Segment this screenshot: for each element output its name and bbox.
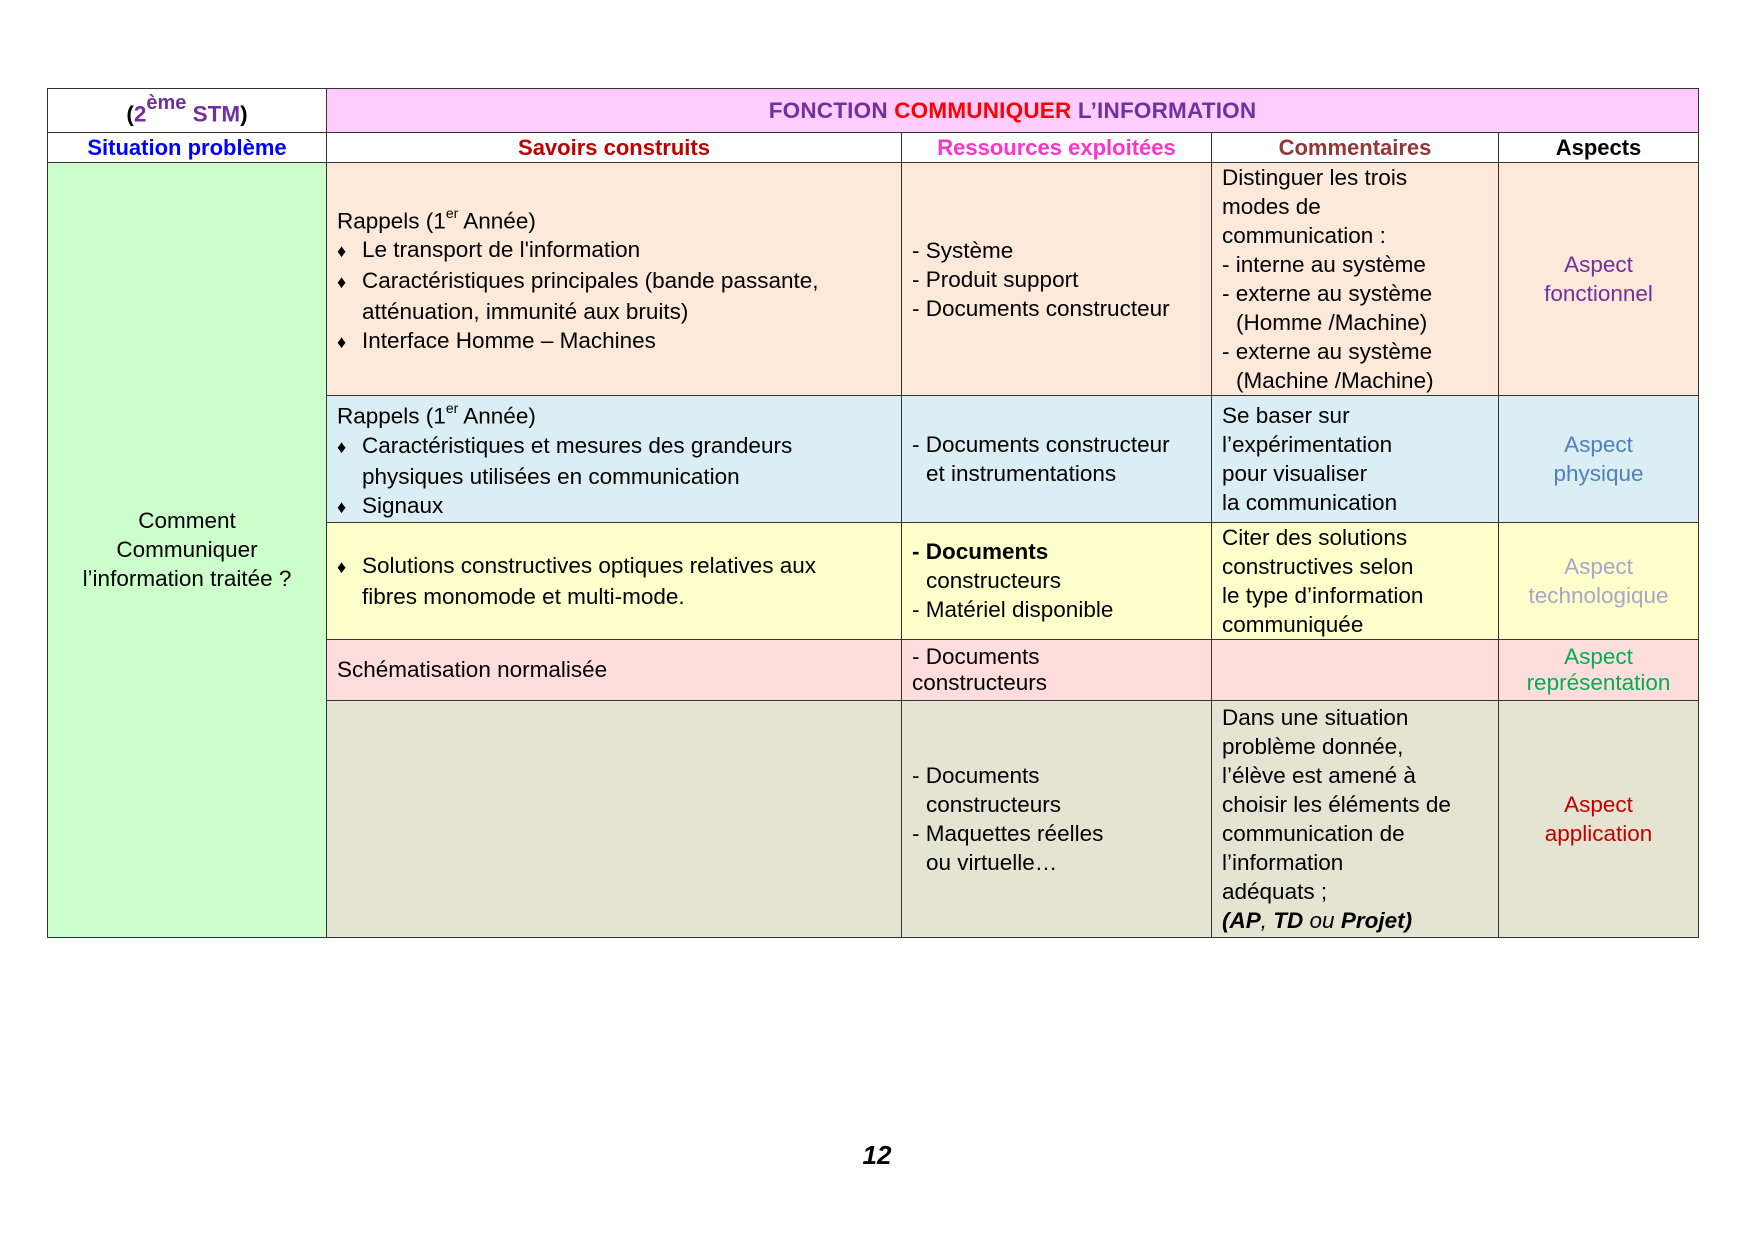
comment-line: la communication — [1222, 489, 1398, 515]
comment-line: adéquats ; — [1222, 878, 1328, 904]
comment-line: l’information — [1222, 849, 1344, 875]
column-header-row — [48, 133, 1699, 163]
savoirs-cell — [327, 396, 902, 523]
savoirs-intro: Rappels (1er Année) — [337, 400, 536, 429]
ressource-item: - Maquettes réelles — [912, 820, 1104, 846]
commentaires-cell — [1212, 700, 1499, 937]
comment-line: - interne au système — [1222, 252, 1426, 277]
comment-line: l’élève est amené à — [1222, 762, 1416, 788]
grade-superscript: ème — [146, 91, 187, 114]
ressource-item: et instrumentations — [926, 460, 1117, 486]
comment-line: (Machine /Machine) — [1236, 368, 1434, 393]
comment-line: le type d’information — [1222, 582, 1424, 608]
title-highlight: COMMUNIQUER — [894, 98, 1072, 123]
aspect-type: physique — [1553, 460, 1644, 486]
diamond-bullet-icon: ♦ — [337, 436, 347, 457]
ressource-item: - Documents — [912, 643, 1040, 669]
ressource-item: constructeurs — [926, 791, 1062, 817]
ressources-cell — [902, 522, 1212, 639]
grade-paren-close: ) — [240, 101, 248, 127]
header-aspects: Aspects — [1499, 133, 1699, 163]
savoirs-bullet-continuation: fibres monomode et multi-mode. — [362, 583, 685, 609]
savoirs-cell — [327, 522, 902, 639]
ressource-item: - Documents constructeur — [912, 295, 1170, 321]
comment-line: choisir les éléments de — [1222, 791, 1451, 817]
ressource-item: ou virtuelle… — [926, 849, 1058, 875]
ressource-item: - Documents — [912, 762, 1040, 788]
title-row — [48, 89, 1699, 133]
title-prefix: FONCTION — [768, 98, 895, 123]
comment-line: Citer des solutions — [1222, 524, 1408, 550]
aspect-type: application — [1544, 820, 1653, 846]
savoirs-text: Schématisation normalisée — [337, 657, 608, 682]
ressource-item: - Documents constructeur — [912, 431, 1170, 457]
savoirs-bullet: ♦ Caractéristiques et mesures des grandeurs — [337, 431, 891, 462]
savoirs-bullet-continuation: atténuation, immunité aux bruits) — [362, 299, 689, 325]
savoirs-cell — [327, 163, 902, 396]
ressources-cell — [902, 163, 1212, 396]
title-suffix: L’INFORMATION — [1071, 98, 1257, 123]
page-title — [327, 89, 1699, 133]
aspect-word: Aspect — [1564, 553, 1633, 579]
aspect-word: Aspect — [1564, 431, 1633, 457]
ressource-item: constructeurs — [926, 568, 1062, 593]
table-row — [48, 163, 1699, 396]
page-number: 12 — [862, 1140, 892, 1170]
commentaires-cell — [1212, 639, 1499, 700]
diamond-bullet-icon: ♦ — [337, 272, 347, 293]
aspect-word: Aspect — [1564, 252, 1633, 277]
savoirs-bullet: ♦ Solutions constructives optiques relatives aux — [337, 551, 891, 582]
aspect-type: fonctionnel — [1544, 281, 1653, 306]
aspect-physique — [1499, 396, 1699, 523]
comment-line: communication : — [1222, 223, 1386, 248]
savoirs-bullet: ♦ Caractéristiques principales (bande passante, — [337, 266, 891, 297]
header-ressources: Ressources exploitées — [902, 133, 1212, 163]
comment-line: l’expérimentation — [1222, 431, 1393, 457]
commentaires-cell — [1212, 396, 1499, 523]
grade-stream: STM — [186, 101, 241, 127]
ressources-cell — [902, 639, 1212, 700]
grade-number: 2 — [133, 101, 147, 127]
ressource-item: - Matériel disponible — [912, 597, 1114, 622]
grade-paren-open: ( — [126, 101, 134, 127]
comment-line: Distinguer les trois — [1222, 165, 1408, 190]
aspect-type: représentation — [1526, 669, 1671, 695]
aspect-word: Aspect — [1564, 791, 1633, 817]
header-situation: Situation problème — [48, 133, 327, 163]
grade-label — [48, 89, 327, 133]
aspect-fonctionnel — [1499, 163, 1699, 396]
aspect-word: Aspect — [1564, 643, 1633, 669]
situation-problem-cell — [48, 163, 327, 938]
savoirs-cell — [327, 639, 902, 700]
aspect-type: technologique — [1528, 582, 1669, 608]
savoirs-intro: Rappels (1er Année) — [337, 204, 536, 234]
header-savoirs: Savoirs construits — [327, 133, 902, 163]
aspect-application — [1499, 700, 1699, 937]
ressource-item: - Produit support — [912, 266, 1079, 292]
commentaires-cell — [1212, 163, 1499, 396]
situation-line: l’information traitée ? — [82, 566, 292, 592]
header-commentaires: Commentaires — [1212, 133, 1499, 163]
aspect-technologique — [1499, 522, 1699, 639]
ressources-cell — [902, 700, 1212, 937]
comment-line: constructives selon — [1222, 553, 1414, 579]
commentaires-cell — [1212, 522, 1499, 639]
savoirs-bullet-continuation: physiques utilisées en communication — [362, 463, 740, 489]
comment-line: - externe au système — [1222, 281, 1433, 306]
comment-line: - externe au système — [1222, 339, 1433, 364]
comment-line: pour visualiser — [1222, 460, 1368, 486]
aspect-representation — [1499, 639, 1699, 700]
diamond-bullet-icon: ♦ — [337, 556, 347, 577]
situation-line: Communiquer — [116, 537, 258, 563]
ressource-item: - Documents — [912, 539, 1049, 564]
activity-types: (AP, TD ou Projet) — [1222, 907, 1413, 933]
comment-line: (Homme /Machine) — [1236, 310, 1428, 335]
comment-line: problème donnée, — [1222, 733, 1404, 759]
diamond-bullet-icon: ♦ — [337, 332, 347, 353]
comment-line: communiquée — [1222, 611, 1364, 637]
savoirs-bullet: ♦ Le transport de l'information — [337, 235, 891, 266]
comment-line: communication de — [1222, 820, 1405, 846]
comment-line: Dans une situation — [1222, 704, 1409, 730]
curriculum-table — [47, 88, 1699, 938]
diamond-bullet-icon: ♦ — [337, 241, 347, 262]
ressource-item: - Système — [912, 237, 1014, 263]
ressources-cell — [902, 396, 1212, 523]
savoirs-bullet: ♦ Interface Homme – Machines — [337, 326, 891, 357]
comment-line: Se baser sur — [1222, 402, 1350, 428]
comment-line: modes de — [1222, 194, 1321, 219]
ressource-item: constructeurs — [912, 669, 1048, 695]
diamond-bullet-icon: ♦ — [337, 496, 347, 517]
savoirs-cell — [327, 700, 902, 937]
savoirs-bullet: ♦ Signaux — [337, 491, 891, 522]
situation-line: Comment — [138, 508, 236, 534]
